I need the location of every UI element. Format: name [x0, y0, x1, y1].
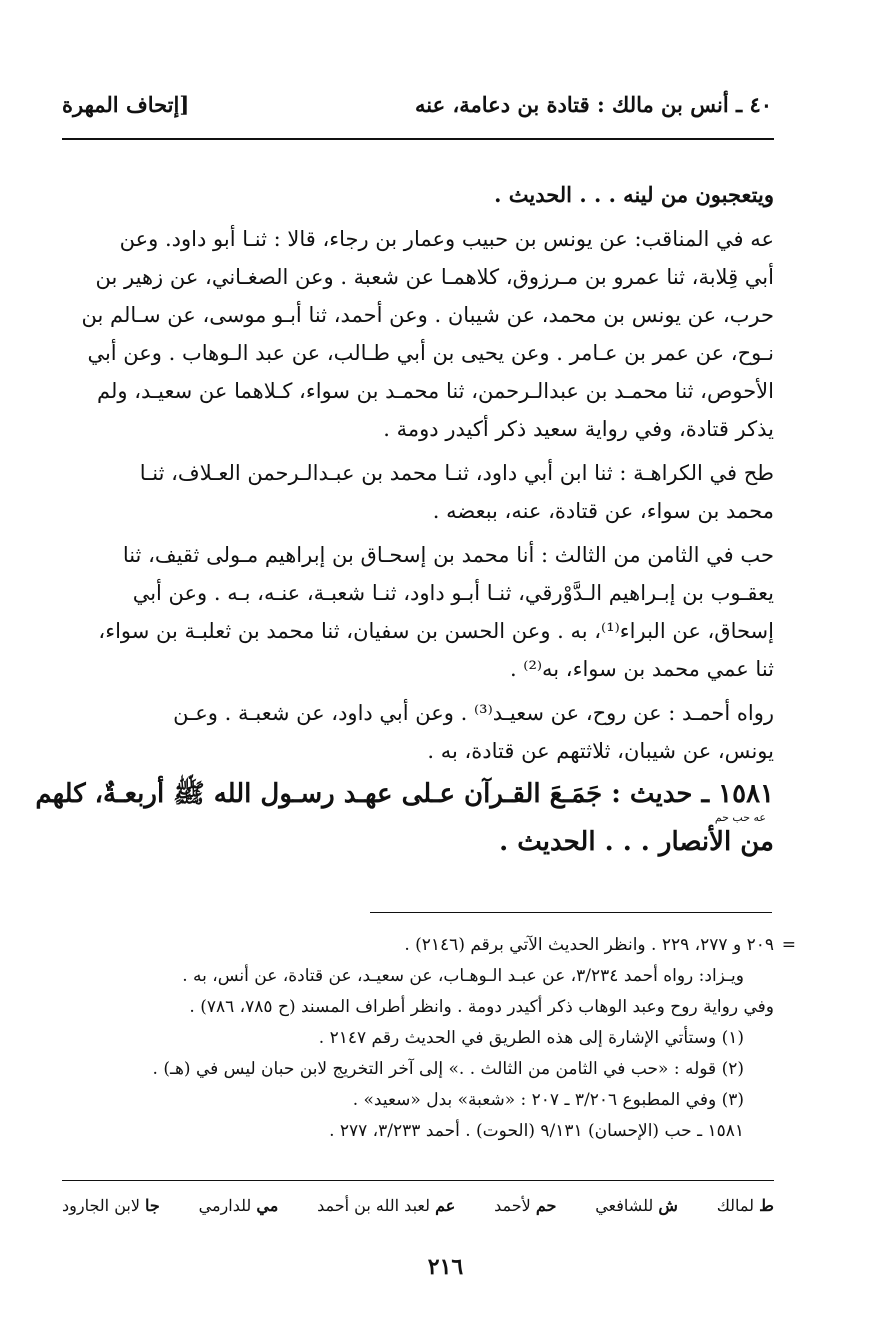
paragraph-ahmad	[62, 694, 774, 770]
text-line: أبي قِلابة، ثنا عمرو بن مـرزوق، كلاهمـا عن شعبة . وعن الصغـاني، عن زهير بن	[95, 265, 774, 289]
legend-item: عم لعبد الله بن أحمد	[317, 1196, 456, 1215]
footnote-rule	[370, 912, 772, 913]
footnote-text: ٢٠٩ و ٢٧٧، ٢٢٩ . وانظر الحديث الآتي برقم (٢١٤٦) .	[404, 935, 774, 955]
page-number: ٢١٦	[427, 1254, 464, 1280]
text-line: حرب، عن يونس بن محمد، عن شيبان . وعن أحمد، ثنا أبـو موسى، عن سـالم بن	[81, 303, 774, 327]
paragraph-continuation	[62, 176, 774, 214]
text-line: حب في الثامن من الثالث : أنا محمد بن إسحـاق بن إبراهيم مـولى ثقيف، ثنا	[122, 543, 774, 567]
continuation-mark: =	[781, 935, 796, 955]
text-line: نـوح، عن عمر بن عـامر . وعن يحيى بن أبي طـالب، عن عبد الـوهاب . وعن أبي	[87, 341, 774, 365]
header-rule	[62, 138, 774, 140]
running-header	[62, 92, 772, 126]
text-line: ثنا عمي محمد بن سواء، به⁽²⁾ .	[509, 657, 774, 681]
legend-item: ش للشافعي	[595, 1196, 678, 1215]
legend-rule	[62, 1180, 774, 1181]
footnote-line: ويـزاد: رواه أحمد ٣/٢٣٤، عن عبـد الـوهـاب، عن سعيـد، عن قتادة، عن أنس، به .	[182, 966, 744, 986]
footnote-line	[62, 930, 796, 961]
text-line: رواه أحمـد : عن روح، عن سعيـد⁽³⁾ . وعن أبي داود، عن شعبـة . وعـن	[173, 701, 774, 725]
footnote-line: وفي رواية روح وعبد الوهاب ذكر أكيدر دومة . وانظر أطراف المسند (ح ٧٨٥، ٧٨٦) .	[189, 997, 774, 1017]
text-line: عه في المناقب: عن يونس بن حبيب وعمار بن رجاء، قالا : ثنـا أبو داود. وعن	[119, 227, 774, 251]
text-line: محمد بن سواء، عن قتادة، عنه، ببعضه .	[432, 499, 774, 523]
hadith-sigla: عه حب حم	[714, 811, 766, 824]
text-line: ويتعجبون من لينه . . . الحديث .	[494, 182, 774, 207]
legend-item: ط لمالك	[716, 1196, 774, 1215]
text-line: يعقـوب بن إبـراهيم الـدَّوْرقي، ثنـا أبـو داود، ثنـا شعبـة، عنـه، بـه . وعن أبي	[132, 581, 774, 605]
text-line: الأحوص، ثنا محمـد بن عبدالـرحمن، ثنا محمـد بن سواء، كـلاهما عن سعيـد، ولم	[97, 379, 774, 403]
paragraph-karaha	[62, 454, 774, 530]
legend-item: حم لأحمد	[494, 1196, 557, 1215]
main-text	[35, 176, 774, 860]
footnote-1: (١) وستأتي الإشارة إلى هذه الطريق في الحديث رقم ٢١٤٧ .	[318, 1028, 744, 1048]
text-line: يذكر قتادة، وفي رواية سعيد ذكر أكيدر دومة .	[383, 417, 774, 441]
footnote-2: (٢) قوله : «حب في الثامن من الثالث . .» إلى آخر التخريج لابن حبان ليس في (هـ) .	[152, 1059, 744, 1079]
hadith-heading	[35, 776, 774, 860]
text-line: يونس، عن شيبان، ثلاثتهم عن قتادة، به .	[427, 739, 774, 763]
footnote-sources: ١٥٨١ ـ حب (الإحسان) ٩/١٣١ (الحوت) . أحمد ٣/٢٣٣، ٢٧٧ .	[329, 1121, 744, 1141]
footnotes	[62, 930, 796, 1147]
text-line: طح في الكراهـة : ثنا ابن أبي داود، ثنـا محمد بن عبـدالـرحمن العـلاف، ثنـا	[139, 461, 774, 485]
legend-item: جا لابن الجارود	[62, 1196, 160, 1215]
footnote-3: (٣) وفي المطبوع ٣/٢٠٦ ـ ٢٠٧ : «شعبة» بدل «سعيد» .	[352, 1090, 744, 1110]
book-title: [إتحاف المهرة	[62, 92, 190, 117]
text-line: إسحاق، عن البراء⁽¹⁾، به . وعن الحسن بن سفيان، ثنا محمد بن ثعلبـة بن سواء،	[98, 619, 774, 643]
paragraph-manaqib	[62, 220, 774, 448]
sigla-legend	[62, 1196, 774, 1215]
hadith-line: ١٥٨١ ـ حديث : جَمَـعَ القـرآن عـلى عهـد رسـول الله ﷺ أربعـةٌ، كلهم	[35, 779, 774, 809]
paragraph-ibn-hibban	[62, 536, 774, 688]
chapter-title: ٤٠ ـ أنس بن مالك : قتادة بن دعامة، عنه	[415, 92, 772, 117]
legend-item: مي للدارمي	[198, 1196, 279, 1215]
hadith-line: من الأنصار . . . الحديث .	[499, 827, 774, 857]
